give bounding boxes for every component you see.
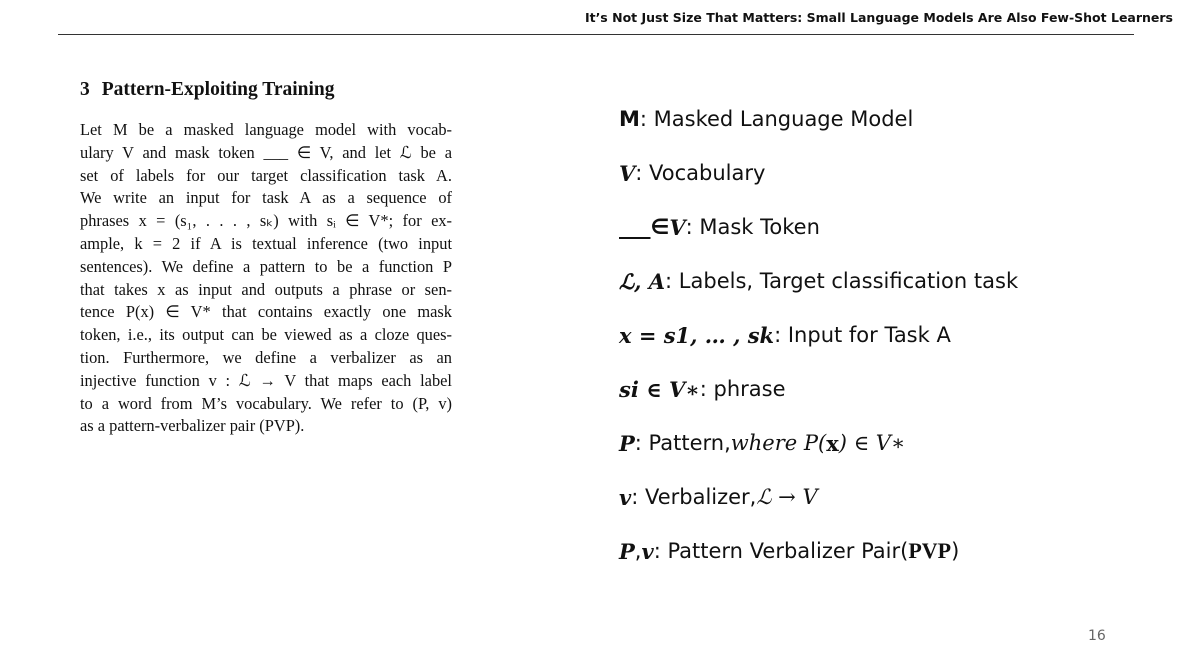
note-symbol: ℒ, A (619, 268, 666, 294)
note-blank: ___ (619, 215, 651, 239)
note-pattern (619, 416, 1179, 470)
section-heading (80, 79, 335, 101)
note-pvp (619, 524, 1179, 578)
note-math: ) ∈ V∗ (838, 431, 906, 455)
note-symbol: P (619, 538, 635, 564)
paper-line: to a word from M’s vocabulary. We refer to (P, v) (80, 393, 452, 413)
note-symbol: v (641, 538, 654, 564)
note-symbol: M (619, 107, 640, 131)
note-symbol: V (619, 160, 636, 186)
page-number: 16 (1088, 628, 1106, 644)
note-mask-token (619, 200, 1179, 254)
paper-excerpt (80, 119, 452, 438)
note-math-bold: x (826, 430, 839, 456)
paper-line: We write an input for task A as a sequence of (80, 188, 452, 208)
note-text: ) (951, 539, 960, 563)
note-text: : Labels, Target classification task (665, 269, 1019, 293)
note-symbol: P (619, 430, 635, 456)
note-vocabulary (619, 146, 1179, 200)
note-text: : Mask Token (685, 215, 820, 239)
paper-line: Let M be a masked language model with vocab- (80, 120, 452, 139)
note-element-of: ∈ (650, 215, 670, 239)
note-text: : Verbalizer, (631, 485, 757, 509)
paper-line: sentences). We define a pattern to be a function P (80, 256, 452, 276)
note-text: : Pattern, (634, 431, 731, 455)
section-number: 3 (80, 79, 90, 100)
paper-line: ample, k = 2 if A is textual inference (two input (80, 233, 452, 253)
note-text: : Input for Task A (774, 323, 951, 347)
note-math: where P( (730, 431, 827, 455)
paper-line: tion. Furthermore, we define a verbalizer as an (80, 347, 452, 367)
paper-line: injective function v : ℒ → V that maps each label (80, 370, 452, 390)
note-symbol: x = s1, … , sk (619, 322, 775, 348)
paper-line: as a pattern-verbalizer pair (PVP). (80, 416, 305, 436)
note-text: : Vocabulary (635, 161, 766, 185)
paper-line: tence P(x) ∈ V* that contains exactly one mask (80, 302, 452, 322)
header-divider (58, 34, 1134, 35)
note-separator: , (634, 539, 642, 563)
note-input (619, 308, 1179, 362)
running-header-title: It’s Not Just Size That Matters: Small Language Models Are Also Few-Shot Learners (584, 10, 1173, 25)
note-phrase (619, 362, 1179, 416)
note-labels (619, 254, 1179, 308)
note-symbol: si ∈ V∗ (619, 376, 700, 402)
paper-line: token, i.e., its output can be viewed as a cloze ques- (80, 325, 452, 345)
section-title: Pattern-Exploiting Training (101, 79, 335, 100)
paper-line: ulary V and mask token ___ ∈ V, and let ℒ be a (80, 142, 452, 162)
notation-list (619, 92, 1179, 578)
paper-line: set of labels for our target classification task A. (80, 165, 452, 185)
note-text: : Masked Language Model (639, 107, 914, 131)
note-symbol: v (619, 484, 632, 510)
note-text: : Pattern Verbalizer Pair( (653, 539, 909, 563)
note-bold-text: PVP (908, 538, 952, 563)
paper-line: phrases x = (s₁, . . . , sₖ) with sᵢ ∈ V*; for ex- (80, 211, 452, 231)
paper-line: that takes x as input and outputs a phrase or sen- (80, 279, 452, 299)
note-symbol: V (669, 214, 686, 240)
note-text: : phrase (699, 377, 786, 401)
note-verbalizer (619, 470, 1179, 524)
note-masked-language-model (619, 92, 1179, 146)
note-math: ℒ → V (756, 485, 818, 509)
